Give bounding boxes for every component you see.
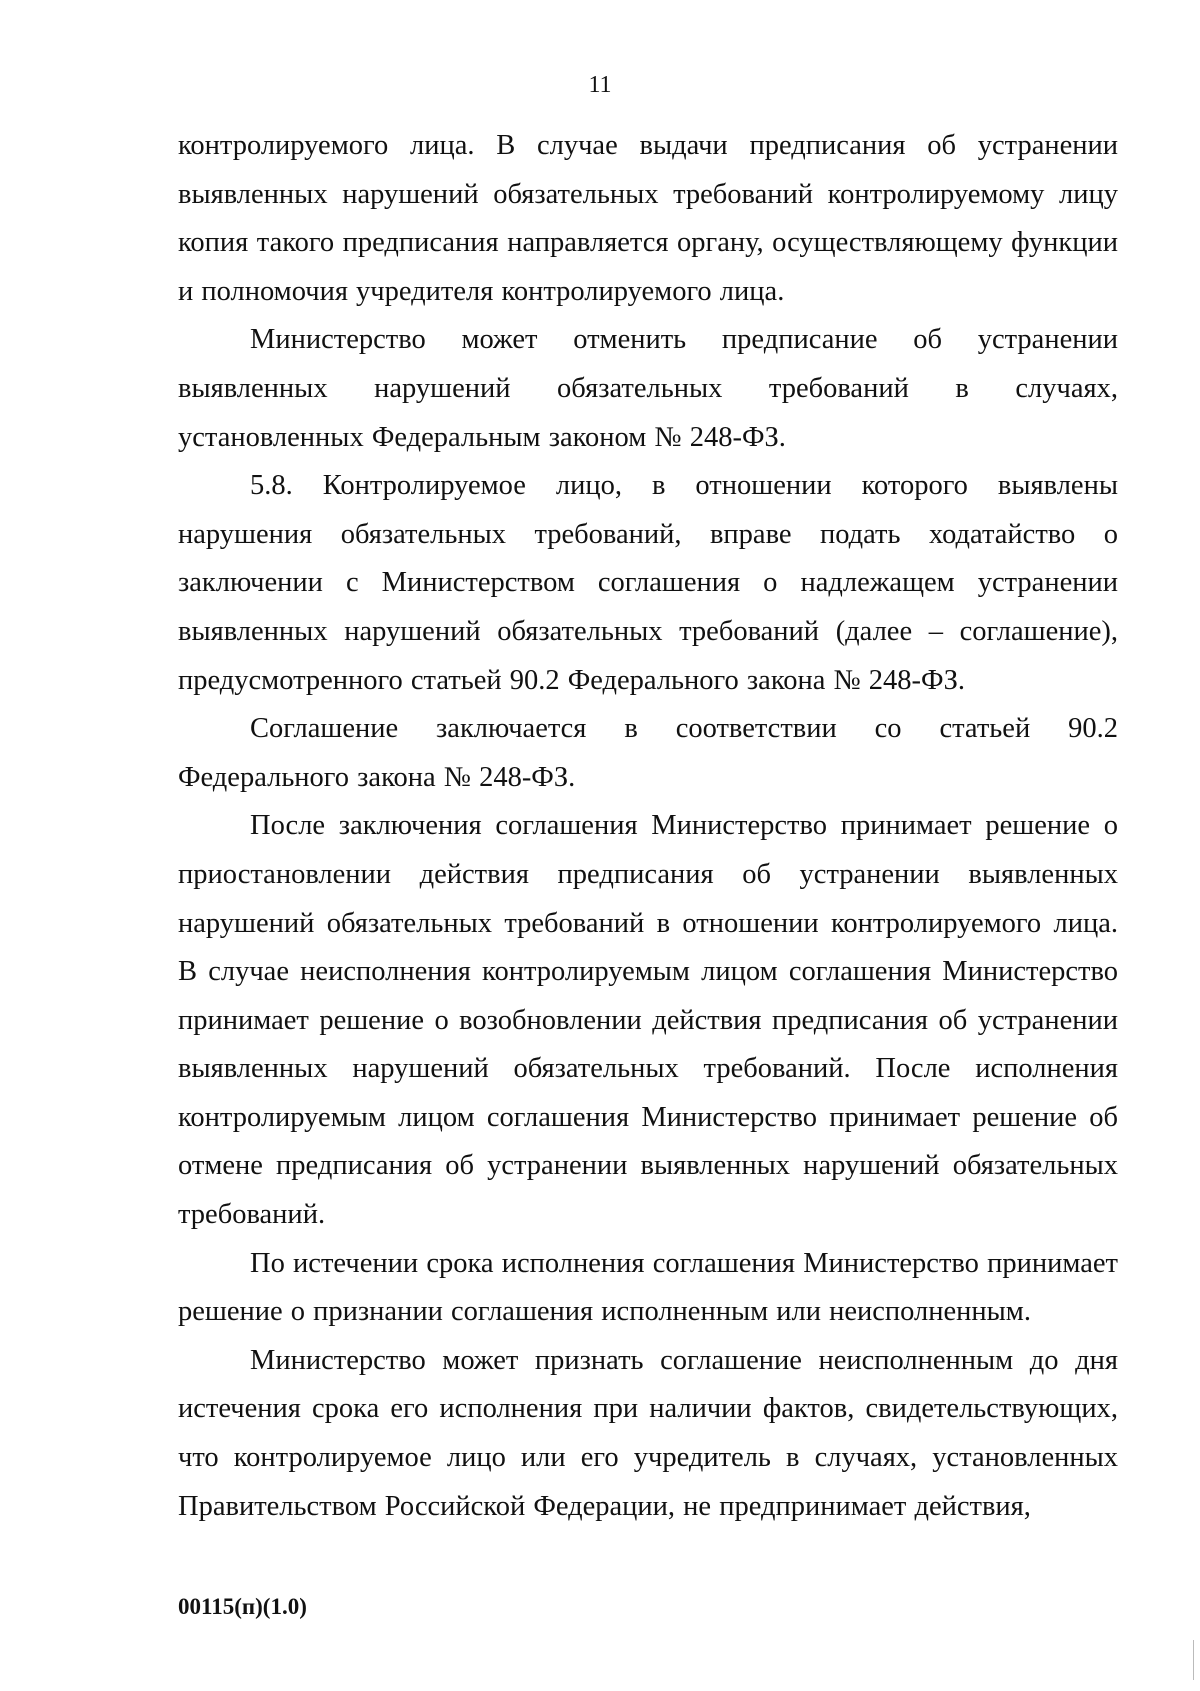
paragraph-2: Министерство может отменить предписание об устранении выявленных нарушений обязательных требований в случаях, установленных Федеральным законом № 248-ФЗ. — [178, 324, 1118, 453]
paragraph-1: контролируемого лица. В случае выдачи предписания об устранении выявленных нарушений обязательных требований контролируемому лицу копия такого предписания направляется органу, осуществляющему функции и полномочия учредителя контролируемого лица. — [178, 130, 1118, 307]
document-code: 00115(п)(1.0) — [178, 1594, 307, 1619]
page-number: 11 — [588, 72, 612, 98]
document-body — [178, 122, 1118, 1531]
paragraph-5: После заключения соглашения Министерство принимает решение о приостановлении действия предписания об устранении выявленных нарушений обязательных требований в отношении контролируемого лица. В случае неисполнения контролируемым лицом соглашения Министерство принимает решение о возобновлении действия предписания об устранении выявленных нарушений обязательных требований. После исполнения контролируемым лицом соглашения Министерство принимает решение об отмене предписания об устранении выявленных нарушений обязательных требований. — [178, 810, 1118, 1231]
scan-edge-mark — [1193, 1640, 1194, 1680]
paragraph-6: По истечении срока исполнения соглашения Министерство принимает решение о признании соглашения исполненным или неисполненным. — [178, 1247, 1118, 1328]
paragraph-3: 5.8. Контролируемое лицо, в отношении которого выявлены нарушения обязательных требований, вправе подать ходатайство о заключении с Министерством соглашения о надлежащем устранении выявленных нарушений обязательных требований (далее – соглашение), предусмотренного статьей 90.2 Федерального закона № 248-ФЗ. — [178, 470, 1118, 696]
paragraph-4: Соглашение заключается в соответствии со статьей 90.2 Федерального закона № 248-ФЗ. — [178, 713, 1118, 793]
paragraph-7: Министерство может признать соглашение неисполненным до дня истечения срока его исполнения при наличии фактов, свидетельствующих, что контролируемое лицо или его учредитель в случаях, установленных Правительством Российской Федерации, не предпринимает действия, — [178, 1344, 1118, 1522]
